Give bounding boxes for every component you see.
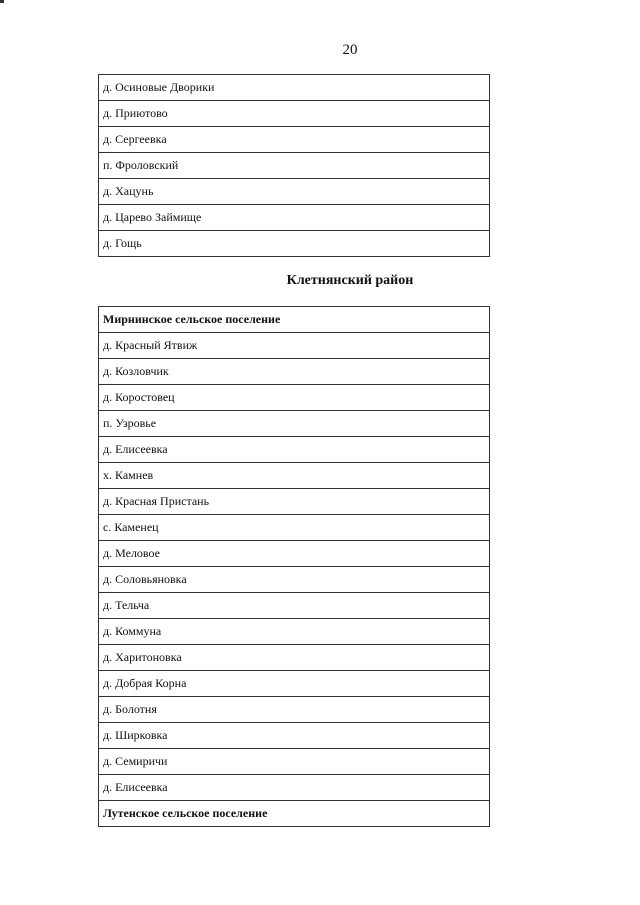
settlement-name: д. Елисеевка [99,775,490,801]
settlements-table-body [99,75,490,257]
settlement-row [99,75,490,101]
settlement-name: д. Семиричи [99,749,490,775]
settlement-row [99,723,490,749]
settlement-name: д. Приютово [99,101,490,127]
settlement-row [99,489,490,515]
settlement-name: д. Козловчик [99,359,490,385]
settlement-row [99,567,490,593]
settlement-row [99,749,490,775]
settlement-group-row [99,801,490,827]
settlement-row [99,333,490,359]
settlement-name: д. Добрая Корна [99,671,490,697]
settlement-name: д. Тельча [99,593,490,619]
settlement-row [99,153,490,179]
settlement-row [99,385,490,411]
settlement-name: с. Каменец [99,515,490,541]
settlement-row [99,515,490,541]
settlement-name: д. Красный Ятвиж [99,333,490,359]
settlement-name: д. Царево Займище [99,205,490,231]
section-heading: Клетнянский район [286,273,414,288]
settlement-row [99,437,490,463]
settlement-row [99,127,490,153]
scan-corner-mark [0,0,4,3]
settlement-row [99,697,490,723]
settlement-name: д. Елисеевка [99,437,490,463]
settlement-name: д. Болотня [99,697,490,723]
settlement-name: д. Красная Пристань [99,489,490,515]
settlement-group-name: Лутенское сельское поселение [99,801,490,827]
settlement-name: д. Меловое [99,541,490,567]
settlement-group-row [99,307,490,333]
settlements-table-continued [98,74,490,257]
settlement-row [99,619,490,645]
settlement-name: д. Ширковка [99,723,490,749]
settlement-row [99,359,490,385]
settlement-row [99,101,490,127]
settlement-row [99,231,490,257]
settlement-name: п. Фроловский [99,153,490,179]
page-number: 20 [342,42,358,58]
settlement-name: д. Хацунь [99,179,490,205]
settlement-name: д. Сергеевка [99,127,490,153]
settlement-name: д. Коммуна [99,619,490,645]
settlement-name: х. Камнев [99,463,490,489]
settlement-row [99,179,490,205]
settlements-table-kletnyansky [98,306,490,827]
settlement-name: д. Харитоновка [99,645,490,671]
settlement-row [99,671,490,697]
settlement-name: д. Коростовец [99,385,490,411]
settlement-name: п. Узровье [99,411,490,437]
settlement-name: д. Гощь [99,231,490,257]
settlement-name: д. Осиновые Дворики [99,75,490,101]
settlement-row [99,593,490,619]
settlement-row [99,541,490,567]
settlements-table-body [99,307,490,827]
settlement-row [99,205,490,231]
settlement-row [99,775,490,801]
settlement-row [99,463,490,489]
settlement-group-name: Мирнинское сельское поселение [99,307,490,333]
settlement-row [99,645,490,671]
settlement-name: д. Соловьяновка [99,567,490,593]
settlement-row [99,411,490,437]
